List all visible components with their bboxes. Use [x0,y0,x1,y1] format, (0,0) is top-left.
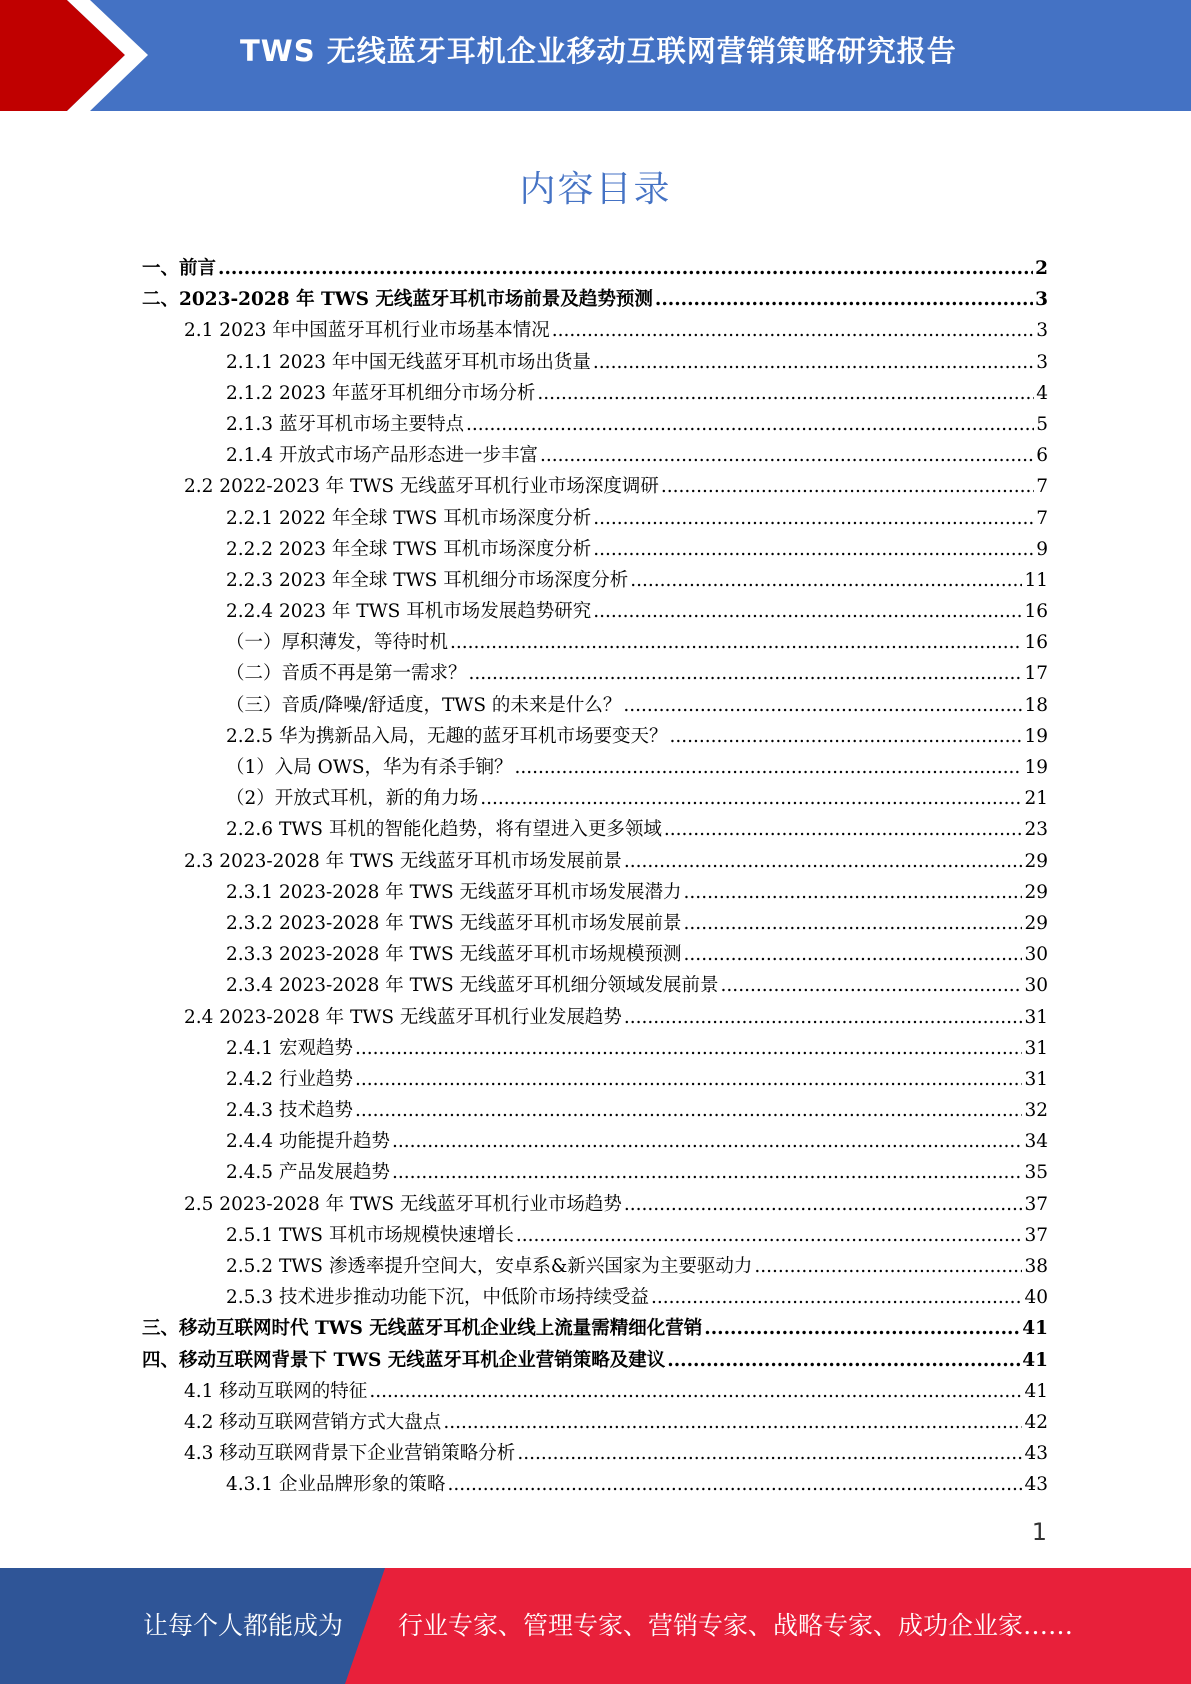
toc-leader-dots [624,1189,1023,1220]
toc-entry-title: 4.2 移动互联网营销方式大盘点 [184,1411,442,1433]
toc-entry-title: 2.5 2023-2028 年 TWS 无线蓝牙耳机行业市场趋势 [184,1193,622,1215]
toc-leader-dots [517,1438,1022,1469]
toc-entry[interactable] [142,690,1048,721]
toc-entry-title: 2.2.1 2022 年全球 TWS 耳机市场深度分析 [226,507,592,529]
toc-entry-page: 7 [1036,476,1048,498]
toc-entry-page: 3 [1035,289,1048,311]
toc-leader-dots [392,1126,1022,1157]
toc-entry-page: 37 [1024,1193,1048,1215]
toc-entry-title: 2.2.3 2023 年全球 TWS 耳机细分市场深度分析 [226,569,629,591]
toc-entry-page: 30 [1024,944,1048,966]
toc-entry-page: 9 [1036,538,1048,560]
toc-leader-dots [684,908,1023,939]
toc-entry-page: 32 [1024,1100,1048,1122]
toc-entry-page: 40 [1024,1287,1048,1309]
toc-entry-title: 2.2.4 2023 年 TWS 耳机市场发展趋势研究 [226,601,592,623]
toc-entry-page: 6 [1036,445,1048,467]
toc-entry-title: 2.3.4 2023-2028 年 TWS 无线蓝牙耳机细分领域发展前景 [226,975,719,997]
toc-leader-dots [664,814,1023,845]
toc-entry[interactable] [142,596,1048,627]
toc-entry-page: 29 [1024,912,1048,934]
toc-entry-title: 2.1.2 2023 年蓝牙耳机细分市场分析 [226,382,536,404]
toc-entry-page: 7 [1036,507,1048,529]
toc-entry-page: 31 [1024,1068,1048,1090]
toc-entry-title: 四、移动互联网背景下 TWS 无线蓝牙耳机企业营销策略及建议 [142,1349,666,1371]
report-title: TWS 无线蓝牙耳机企业移动互联网营销策略研究报告 [240,34,957,68]
footer-slogan-right: 行业专家、管理专家、营销专家、战略专家、成功企业家…… [398,1611,1074,1640]
toc-leader-dots [623,690,1022,721]
toc-entry[interactable] [142,471,1048,502]
toc-entry[interactable] [142,1095,1048,1126]
toc-leader-dots [355,1033,1023,1064]
toc-entry-page: 41 [1022,1349,1048,1371]
toc-entry-page: 21 [1024,788,1048,810]
toc-entry-page: 29 [1024,881,1048,903]
toc-leader-dots [480,783,1022,814]
toc-entry-page: 34 [1024,1131,1048,1153]
toc-entry[interactable] [142,783,1048,814]
toc-entry-page: 31 [1024,1037,1048,1059]
toc-entry-title: 2.3.3 2023-2028 年 TWS 无线蓝牙耳机市场规模预测 [226,944,682,966]
toc-entry[interactable] [142,565,1048,596]
toc-leader-dots [593,534,1034,565]
toc-leader-dots [684,939,1023,970]
toc-leader-dots [355,1095,1023,1126]
toc-entry[interactable] [142,253,1048,284]
toc-leader-dots [540,440,1034,471]
toc-entry-page: 2 [1035,258,1048,279]
toc-entry-page: 31 [1024,1006,1048,1028]
toc-entry[interactable] [142,846,1048,877]
toc-entry-page: 35 [1024,1162,1048,1184]
toc-entry-title: 2.4.5 产品发展趋势 [226,1162,390,1184]
toc-leader-dots [537,378,1034,409]
toc-entry-title: 2.5.2 TWS 渗透率提升空间大，安卓系&新兴国家为主要驱动力 [226,1256,753,1277]
toc-entry-title: （三）音质/降噪/舒适度，TWS 的未来是什么？ [226,694,622,716]
toc-entry-title: 4.3 移动互联网背景下企业营销策略分析 [184,1443,516,1465]
toc-entry-title: 2.2.6 TWS 耳机的智能化趋势，将有望进入更多领域 [226,819,662,841]
toc-entry-page: 4 [1036,382,1048,404]
toc-entry[interactable] [142,814,1048,845]
toc-heading: 内容目录 [519,169,672,210]
toc-leader-dots [593,596,1022,627]
toc-entry[interactable] [142,970,1048,1001]
toc-entry[interactable] [142,1033,1048,1064]
toc-entry[interactable] [142,1345,1048,1376]
toc-entry-title: 2.3.1 2023-2028 年 TWS 无线蓝牙耳机市场发展潜力 [226,881,682,903]
toc-entry[interactable] [142,658,1048,689]
toc-entry-page: 41 [1024,1380,1048,1402]
toc-entry-title: 2.4 2023-2028 年 TWS 无线蓝牙耳机行业发展趋势 [184,1006,622,1028]
toc-entry-title: 2.4.2 行业趋势 [226,1068,353,1090]
toc-entry-page: 37 [1024,1224,1048,1246]
toc-entry-page: 3 [1036,320,1048,342]
toc-leader-dots [466,409,1034,440]
toc-entry[interactable] [142,1376,1048,1407]
toc-entry[interactable] [142,315,1048,346]
toc-entry-page: 38 [1024,1256,1048,1277]
toc-entry-title: （二）音质不再是第一需求？ [226,663,467,685]
toc-leader-dots [754,1251,1022,1282]
toc-entry[interactable] [142,1126,1048,1157]
toc-entry-title: 二、2023-2028 年 TWS 无线蓝牙耳机市场前景及趋势预测 [142,289,653,311]
toc-entry-page: 30 [1024,975,1048,997]
page-header [0,0,1191,111]
toc-leader-dots [651,1282,1022,1313]
toc-entry-page: 11 [1024,569,1048,591]
toc-entry-title: 2.4.3 技术趋势 [226,1100,353,1122]
toc-entry-page: 19 [1024,757,1048,778]
toc-entry-page: 29 [1024,850,1048,872]
toc-entry[interactable] [142,1002,1048,1033]
toc-entry-page: 16 [1024,632,1048,654]
toc-entry-page: 5 [1036,413,1048,435]
toc-entry-title: （2）开放式耳机，新的角力场 [226,788,479,810]
toc-leader-dots [593,503,1034,534]
toc-entry[interactable] [142,1313,1048,1344]
toc-leader-dots [552,315,1034,346]
toc-leader-dots [593,347,1034,378]
toc-leader-dots [447,1469,1022,1500]
toc-leader-dots [661,471,1034,502]
toc-entry-page: 23 [1024,819,1048,841]
toc-leader-dots [516,1220,1023,1251]
toc-entry-page: 3 [1036,351,1048,373]
toc-entry[interactable] [142,534,1048,565]
toc-leader-dots [218,253,1033,284]
toc-entry-title: 4.3.1 企业品牌形象的策略 [226,1474,446,1496]
toc-entry[interactable] [142,409,1048,440]
page-footer [0,1568,1191,1684]
toc-entry-title: 2.4.1 宏观趋势 [226,1037,353,1059]
toc-entry[interactable] [142,627,1048,658]
toc-entry[interactable] [142,1282,1048,1313]
footer-slogan-left: 让每个人都能成为 [143,1611,344,1640]
toc-entry-title: 2.2 2022-2023 年 TWS 无线蓝牙耳机行业市场深度调研 [184,476,659,498]
toc-entry[interactable] [142,284,1048,315]
toc-entry[interactable] [142,939,1048,970]
toc-entry-title: 2.2.5 华为携新品入局，无趣的蓝牙耳机市场要变天？ [226,725,668,747]
toc-entry[interactable] [142,1251,1048,1282]
toc-entry-page: 18 [1024,694,1048,716]
toc-leader-dots [721,970,1023,1001]
toc-leader-dots [704,1313,1020,1344]
toc-entry[interactable] [142,1469,1048,1500]
toc-entry-title: 2.2.2 2023 年全球 TWS 耳机市场深度分析 [226,538,592,560]
toc-leader-dots [667,1345,1020,1376]
toc-leader-dots [443,1407,1022,1438]
toc-leader-dots [369,1376,1022,1407]
toc-entry[interactable] [142,752,1048,783]
toc-leader-dots [684,877,1023,908]
toc-leader-dots [515,752,1023,783]
toc-leader-dots [355,1064,1023,1095]
toc-entry[interactable] [142,347,1048,378]
toc-leader-dots [450,627,1022,658]
toc-entry-title: 2.5.1 TWS 耳机市场规模快速增长 [226,1224,514,1246]
toc-entry-title: 2.1.1 2023 年中国无线蓝牙耳机市场出货量 [226,351,591,373]
toc-entry-page: 42 [1024,1411,1048,1433]
toc-entry[interactable] [142,877,1048,908]
toc-entry[interactable] [142,1189,1048,1220]
toc-entry-title: 2.5.3 技术进步推动功能下沉，中低阶市场持续受益 [226,1287,649,1309]
toc-entry[interactable] [142,440,1048,471]
toc-entry-title: 2.1.3 蓝牙耳机市场主要特点 [226,413,464,435]
toc-entry-title: 4.1 移动互联网的特征 [184,1380,368,1402]
toc-entry[interactable] [142,1064,1048,1095]
toc-entry[interactable] [142,1157,1048,1188]
toc-entry-title: 一、前言 [142,258,217,279]
toc-leader-dots [624,1002,1023,1033]
toc-entry-title: （1）入局 OWS，华为有杀手锏？ [226,757,513,778]
toc-entry-title: 2.3 2023-2028 年 TWS 无线蓝牙耳机市场发展前景 [184,850,622,872]
toc-entry[interactable] [142,1220,1048,1251]
page-number: 1 [1031,1518,1047,1546]
toc-entry[interactable] [142,908,1048,939]
toc-entry-page: 19 [1024,725,1048,747]
toc-leader-dots [630,565,1022,596]
toc-leader-dots [669,721,1022,752]
toc-entry-page: 41 [1022,1318,1048,1340]
table-of-contents [142,253,1048,1501]
toc-entry-title: 2.4.4 功能提升趋势 [226,1131,390,1153]
toc-entry-page: 17 [1024,663,1048,685]
toc-leader-dots [655,284,1033,315]
toc-entry-page: 16 [1024,601,1048,623]
toc-leader-dots [392,1157,1022,1188]
toc-entry[interactable] [142,1438,1048,1469]
toc-entry[interactable] [142,721,1048,752]
toc-entry-title: 2.1.4 开放式市场产品形态进一步丰富 [226,445,538,467]
toc-leader-dots [469,658,1023,689]
toc-entry[interactable] [142,378,1048,409]
toc-leader-dots [624,846,1023,877]
toc-entry[interactable] [142,1407,1048,1438]
toc-entry-page: 43 [1024,1474,1048,1496]
toc-entry[interactable] [142,503,1048,534]
toc-entry-title: 2.3.2 2023-2028 年 TWS 无线蓝牙耳机市场发展前景 [226,912,682,934]
toc-entry-page: 43 [1024,1443,1048,1465]
toc-entry-title: （一）厚积薄发，等待时机 [226,632,449,654]
toc-entry-title: 2.1 2023 年中国蓝牙耳机行业市场基本情况 [184,320,550,342]
toc-entry-title: 三、移动互联网时代 TWS 无线蓝牙耳机企业线上流量需精细化营销 [142,1318,703,1340]
